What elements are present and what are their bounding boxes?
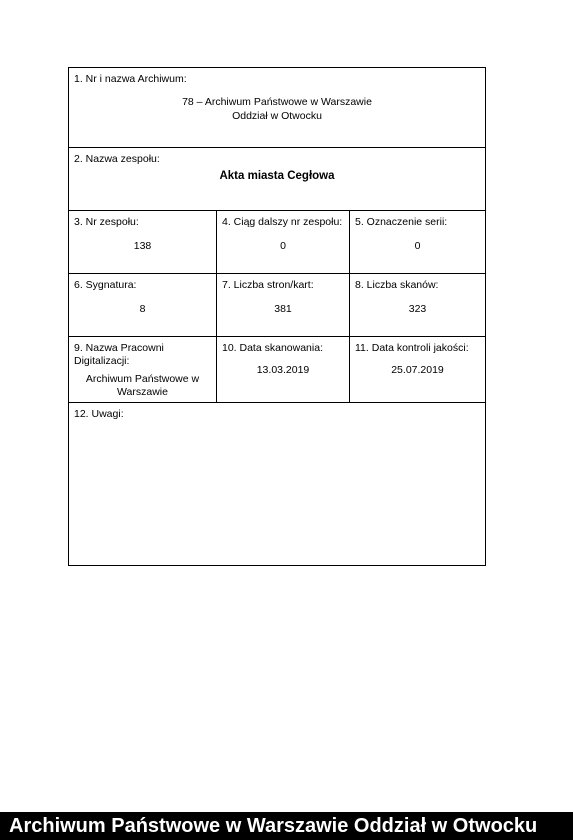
pages-value: 381 (274, 303, 292, 315)
quality-date-label: 11. Data kontroli jakości: (355, 342, 469, 354)
archive-label: 1. Nr i nazwa Archiwum: (74, 73, 187, 85)
archive-value-line2: Oddział w Otwocku (232, 110, 322, 122)
archive-value-line1: 78 – Archiwum Państwowe w Warszawie (182, 96, 372, 108)
signature-label: 6. Sygnatura: (74, 279, 137, 291)
scans-value: 323 (408, 303, 427, 315)
scan-date-label: 10. Data skanowania: (222, 342, 323, 354)
fonds-number-value: 138 (133, 240, 152, 252)
continuation-label: 4. Ciąg dalszy nr zespołu: (222, 216, 343, 228)
fonds-number-cell (69, 211, 217, 273)
scan-date-value: 13.03.2019 (256, 364, 310, 376)
continuation-value: 0 (280, 240, 286, 252)
archive-row (69, 68, 485, 148)
fonds-label: 2. Nazwa zespołu: (74, 153, 160, 165)
quality-date-value: 25.07.2019 (391, 364, 444, 376)
workshop-cell (69, 337, 217, 402)
series-label: 5. Oznaczenie serii: (355, 216, 448, 228)
remarks-row (69, 403, 485, 565)
series-cell (350, 211, 485, 273)
scans-label: 8. Liczba skanów: (355, 279, 439, 291)
continuation-cell (217, 211, 350, 273)
fonds-row (69, 148, 485, 211)
metadata-form (68, 67, 486, 566)
fonds-value: Akta miasta Cegłowa (219, 170, 335, 182)
fonds-numbers-row (69, 211, 485, 274)
workshop-label-line2: Digitalizacji: (74, 355, 130, 367)
workshop-value-line1: Archiwum Państwowe w (85, 373, 200, 385)
footer-text: Archiwum Państwowe w Warszawie Oddział w Otwocku (9, 815, 538, 837)
workshop-label-line1: 9. Nazwa Pracowni (74, 342, 164, 354)
archive-footer-banner (0, 812, 573, 840)
pages-cell (217, 274, 350, 336)
pages-label: 7. Liczba stron/kart: (222, 279, 314, 291)
series-value: 0 (414, 240, 421, 252)
signature-cell (69, 274, 217, 336)
signature-value: 8 (139, 303, 146, 315)
remarks-label: 12. Uwagi: (74, 408, 124, 420)
quality-date-cell (350, 337, 485, 402)
digitalization-row (69, 337, 485, 403)
signature-row (69, 274, 485, 337)
scans-cell (350, 274, 485, 336)
scan-date-cell (217, 337, 350, 402)
fonds-number-label: 3. Nr zespołu: (74, 216, 139, 228)
workshop-value-line2: Warszawie (117, 386, 168, 398)
